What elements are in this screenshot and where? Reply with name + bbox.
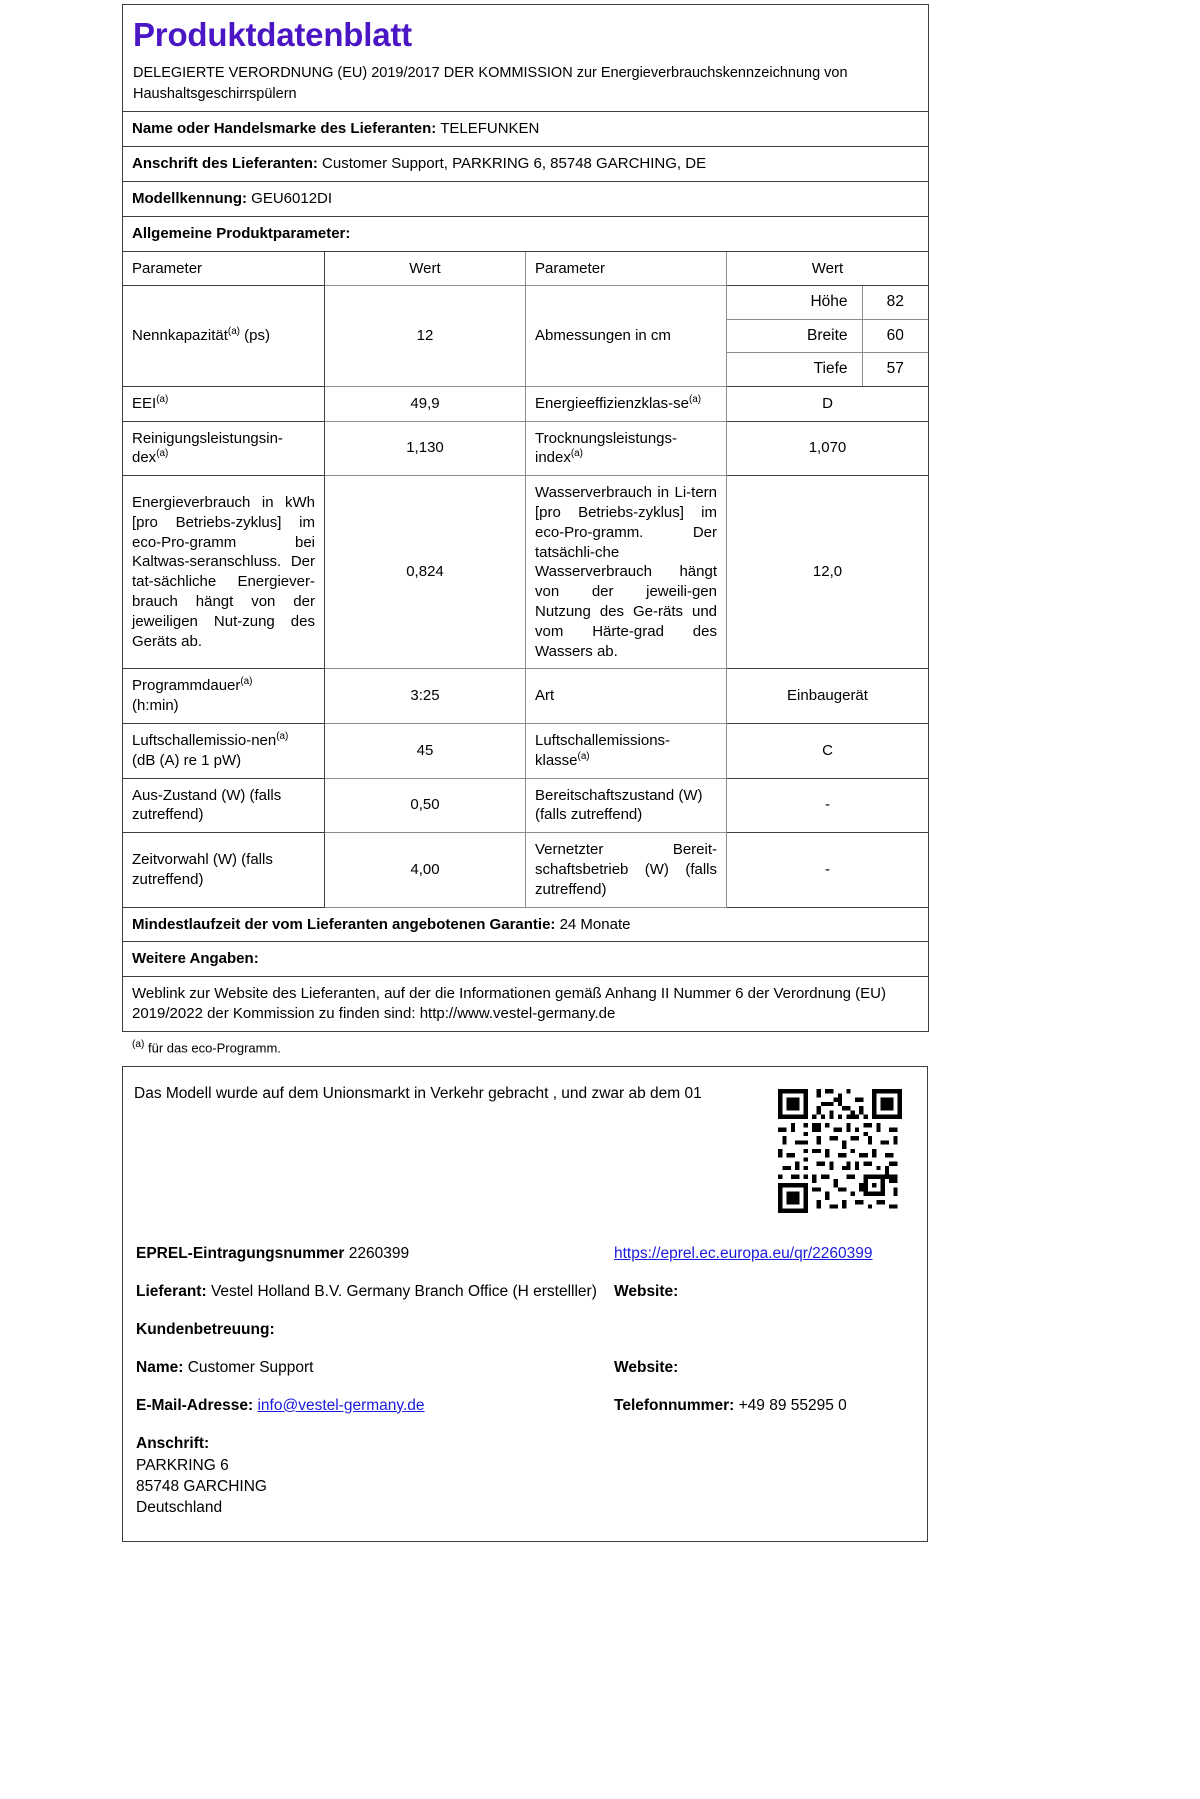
value-vernetzter-bereitschaftsbetrieb: - <box>727 833 929 907</box>
param-label-text: Luftschallemissio-nen <box>132 731 277 749</box>
footnote-marker: (a) <box>227 326 240 338</box>
weblink-url[interactable]: http://www.vestel-germany.de <box>419 1004 616 1022</box>
value-eei: 49,9 <box>325 386 526 421</box>
general-params-row <box>123 216 929 251</box>
value-bereitschaftszustand: - <box>727 778 929 833</box>
param-label-text: Trocknungsleistungs-index <box>535 429 678 467</box>
guarantee-row <box>123 907 929 942</box>
website-label-1: Website: <box>614 1282 679 1300</box>
dimension-label-hoehe: Höhe <box>727 286 862 319</box>
param-programmdauer <box>123 669 325 724</box>
phone-row <box>612 1387 916 1425</box>
address-line-2: 85748 GARCHING <box>136 1478 267 1495</box>
product-parameters-table <box>122 4 929 1032</box>
page-title: Produktdatenblatt <box>133 16 412 53</box>
dimension-label-breite: Breite <box>727 319 862 352</box>
address-label: Anschrift: <box>136 1434 210 1452</box>
model-row <box>123 182 929 217</box>
website-label-2: Website: <box>614 1358 679 1376</box>
general-params-label: Allgemeine Produktparameter: <box>123 216 929 251</box>
value-energieverbrauch: 0,824 <box>325 476 526 669</box>
table-header-row <box>123 251 929 286</box>
value-programmdauer: 3:25 <box>325 669 526 724</box>
dimension-value-breite: 60 <box>862 319 928 352</box>
param-aus-zustand: Aus-Zustand (W) (falls zutreffend) <box>123 778 325 833</box>
further-info-label: Weitere Angaben: <box>123 942 929 977</box>
model-cell <box>123 182 929 217</box>
supplier-address-value: Customer Support, PARKRING 6, 85748 GARCHING, DE <box>322 155 707 173</box>
value-wasserverbrauch: 12,0 <box>727 476 929 669</box>
model-value: GEU6012DI <box>251 190 333 208</box>
email-row <box>134 1387 612 1425</box>
footnote-marker: (a) <box>276 730 289 742</box>
address-row <box>134 1425 612 1527</box>
supplier-name-row <box>123 112 929 147</box>
param-reinigungsleistungsindex <box>123 421 325 476</box>
param-bereitschaftszustand: Bereitschaftszustand (W) (falls zutreffend) <box>526 778 727 833</box>
title-cell <box>123 5 929 112</box>
guarantee-value: 24 Monate <box>559 915 631 933</box>
param-label-text: Luftschallemissions-klasse <box>535 731 671 769</box>
footnote-marker: (a) <box>240 676 253 688</box>
address-line-3: Deutschland <box>136 1499 223 1517</box>
supplier-label: Lieferant: <box>136 1282 207 1300</box>
table-row <box>123 386 929 421</box>
phone-label: Telefonnummer: <box>614 1396 735 1414</box>
supplier-name-value: TELEFUNKEN <box>440 120 540 138</box>
supplier-address-row <box>123 147 929 182</box>
param-luftschallemissionsklasse <box>526 723 727 778</box>
fiche-sheet <box>122 4 928 1542</box>
param-energieeffizienzklasse <box>526 386 727 421</box>
footnote-text: für das eco-Programm. <box>144 1040 281 1056</box>
value-zeitvorwahl: 4,00 <box>325 833 526 907</box>
param-label-text: Energieeffizienzklas-se <box>535 394 689 412</box>
supplier-address-label: Anschrift des Lieferanten: <box>132 155 318 173</box>
contact-name-label: Name: <box>136 1358 184 1376</box>
param-label-text: Programmdauer <box>132 677 241 695</box>
footnote-marker: (a) <box>688 393 702 405</box>
param-label-unit: (dB (A) re 1 pW) <box>132 751 242 769</box>
bottom-info-box <box>122 1066 928 1542</box>
value-aus-zustand: 0,50 <box>325 778 526 833</box>
supplier-address-cell <box>123 147 929 182</box>
dimension-row-tiefe <box>727 353 928 386</box>
empty-cell-1 <box>612 1311 916 1349</box>
param-energieverbrauch: Energieverbrauch in kWh [pro Betriebs-zyklus] im eco-Pro-gramm bei Kaltwas-seranschluss. Der tat-sächliche Energiever-brauch hängt von der jeweiligen Nut-zung des Geräts ab. <box>123 476 325 669</box>
footnote-marker: (a) <box>577 750 590 762</box>
guarantee-label: Mindestlaufzeit der vom Lieferanten angebotenen Garantie: <box>132 915 556 933</box>
table-row <box>123 669 929 724</box>
email-label: E-Mail-Adresse: <box>136 1396 254 1414</box>
table-row <box>123 723 929 778</box>
contact-info-grid <box>134 1235 916 1527</box>
param-eei <box>123 386 325 421</box>
eprel-link[interactable]: https://eprel.ec.europa.eu/qr/2260399 <box>614 1244 873 1262</box>
param-zeitvorwahl: Zeitvorwahl (W) (falls zutreffend) <box>123 833 325 907</box>
table-row <box>123 778 929 833</box>
param-trocknungsleistungsindex <box>526 421 727 476</box>
footnote-marker: (a) <box>156 393 169 405</box>
table-row <box>123 476 929 669</box>
header-wert-1: Wert <box>325 251 526 286</box>
weblink-text: Weblink zur Website des Lieferanten, auf der die Informationen gemäß Anhang II Nummer 6 der Verordnung (EU) 2019/2022 der Kommission zu finden sind: <box>132 985 887 1022</box>
dimension-value-hoehe: 82 <box>862 286 928 319</box>
footnote-marker: (a) <box>570 448 583 460</box>
weblink-cell <box>123 977 929 1032</box>
customer-care-row <box>134 1311 612 1349</box>
value-nennkapazitaet: 12 <box>325 286 526 386</box>
param-wasserverbrauch: Wasserverbrauch in Li-tern [pro Betriebs-zyklus] im eco-Pro-gramm. Der tatsächli-che Wasserverbrauch hängt von der jeweili-gen Nutzung des Ge-räts und vom Härte-grad des Wassers ab. <box>526 476 727 669</box>
empty-cell-2 <box>612 1425 916 1527</box>
supplier-value: Vestel Holland B.V. Germany Branch Office (H erstelller) <box>210 1282 597 1300</box>
footnote-marker: (a) <box>156 448 169 460</box>
dimension-row-hoehe <box>727 286 928 319</box>
table-row <box>123 833 929 907</box>
param-luftschallemissionen <box>123 723 325 778</box>
dimensions-cell <box>727 286 929 386</box>
header-parameter-1: Parameter <box>123 251 325 286</box>
guarantee-cell <box>123 907 929 942</box>
param-label-unit: (h:min) <box>132 697 179 715</box>
value-reinigungsleistungsindex: 1,130 <box>325 421 526 476</box>
dimension-value-tiefe: 57 <box>886 360 904 378</box>
table-row <box>123 421 929 476</box>
param-nennkapazitaet <box>123 286 325 386</box>
dimensions-table <box>727 286 928 385</box>
name-row <box>134 1349 612 1387</box>
customer-care-label: Kundenbetreuung: <box>136 1320 275 1338</box>
value-trocknungsleistungsindex: 1,070 <box>727 421 929 476</box>
param-label-text: Reinigungsleistungsin-dex <box>132 429 283 467</box>
contact-name-value: Customer Support <box>187 1358 314 1376</box>
eprel-number-row <box>134 1235 612 1273</box>
header-wert-2: Wert <box>727 251 929 286</box>
footnote-marker-a: (a) <box>132 1038 145 1050</box>
website-row-2 <box>612 1349 916 1387</box>
param-label-text: Nennkapazität <box>132 327 228 345</box>
param-art: Art <box>526 669 727 724</box>
footnote <box>122 1032 928 1066</box>
param-abmessungen: Abmessungen in cm <box>526 286 727 386</box>
supplier-name-label: Name oder Handelsmarke des Lieferanten: <box>132 120 437 138</box>
value-art: Einbaugerät <box>727 669 929 724</box>
supplier-name-cell <box>123 112 929 147</box>
model-label: Modellkennung: <box>132 190 247 208</box>
market-placement-text: Das Modell wurde auf dem Unionsmarkt in Verkehr gebracht , und zwar ab dem 01 <box>134 1084 702 1102</box>
value-luftschallemissionsklasse: C <box>727 723 929 778</box>
further-info-row <box>123 942 929 977</box>
param-label-text: EEI <box>132 394 157 412</box>
param-vernetzter-bereitschaftsbetrieb: Vernetzter Bereit-schaftsbetrieb (W) (falls zutreffend) <box>526 833 727 907</box>
param-label-tail: (ps) <box>239 327 270 345</box>
table-row <box>123 286 929 386</box>
title-row <box>123 5 929 112</box>
qr-code-icon <box>778 1089 902 1213</box>
email-link[interactable]: info@vestel-germany.de <box>257 1396 425 1414</box>
weblink-row <box>123 977 929 1032</box>
value-luftschallemissionen: 45 <box>325 723 526 778</box>
address-line-1: PARKRING 6 <box>136 1456 229 1474</box>
eprel-value: 2260399 <box>348 1244 410 1262</box>
phone-value: +49 89 55295 0 <box>738 1396 847 1414</box>
eprel-label: EPREL-Eintragungsnummer <box>136 1244 345 1262</box>
header-parameter-2: Parameter <box>526 251 727 286</box>
website-row-1 <box>612 1273 916 1311</box>
value-energieeffizienzklasse: D <box>727 386 929 421</box>
regulation-subtitle: DELEGIERTE VERORDNUNG (EU) 2019/2017 DER KOMMISSION zur Energieverbrauchskennzeichnung von Haushaltsgeschirrspülern <box>133 65 848 102</box>
dimension-row-breite <box>727 319 928 352</box>
eprel-link-row[interactable] <box>612 1235 916 1273</box>
supplier-row <box>134 1273 612 1311</box>
dimension-label-tiefe: Tiefe <box>727 353 862 386</box>
